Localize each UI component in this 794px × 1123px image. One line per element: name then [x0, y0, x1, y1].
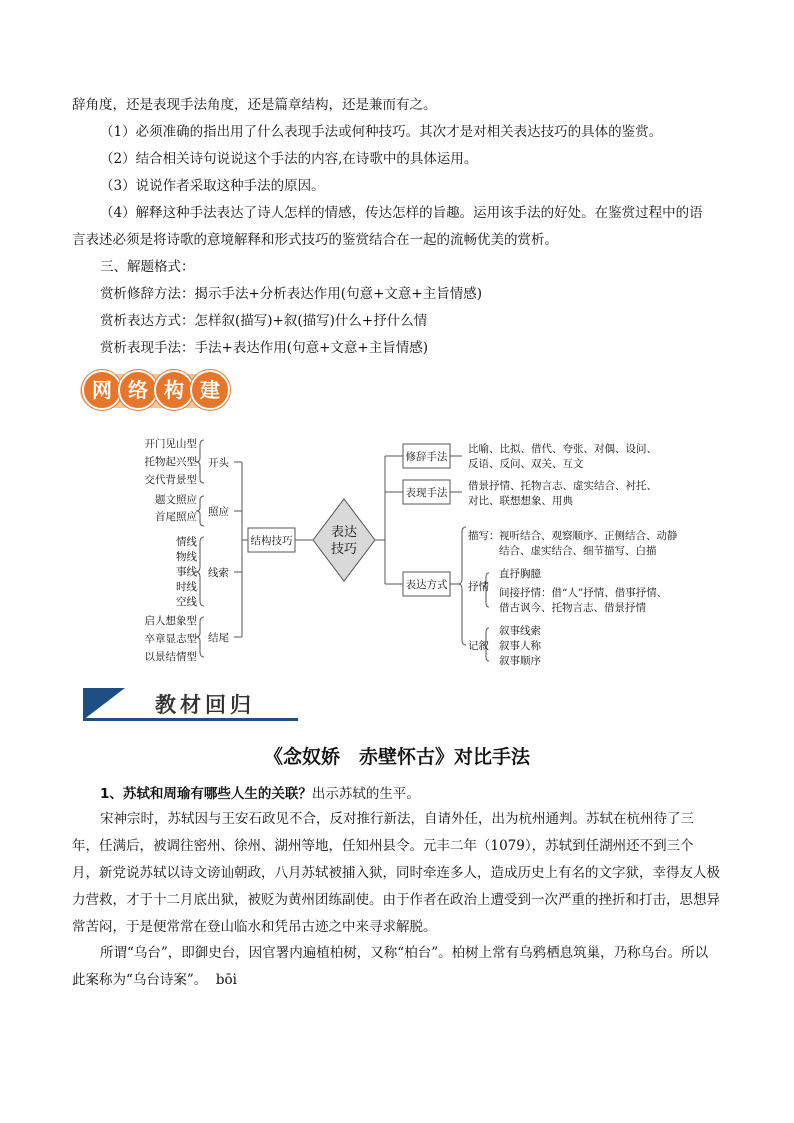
label-shuqing: 抒情: [468, 581, 489, 593]
diagram-item: 事线: [176, 566, 197, 578]
badge-char: 络: [118, 370, 158, 410]
diagram-item: 叙事线索: [499, 625, 541, 637]
text-line: 赏析表达方式：怎样叙(描写)+叙(描写)什么+抒什么情: [100, 313, 428, 329]
question-1-tail: 出示苏轼的生平。: [311, 786, 420, 802]
heading-format: 三、解题格式：: [100, 259, 195, 275]
label-miaoxie: 描写：: [468, 530, 500, 542]
diagram-item: 对比、联想想象、用典: [468, 495, 573, 507]
diagram-item: 借景抒情、托物言志、虚实结合、衬托、: [468, 480, 657, 492]
center-label: 技巧: [330, 542, 358, 557]
diagram-item: 以景结情型: [144, 651, 197, 663]
diagram-item: 交代背景型: [144, 474, 197, 486]
text-line: （4）解释这种手法表达了诗人怎样的情感，传达怎样的旨趣。运用该手法的好处。在鉴赏过程中的语: [100, 205, 703, 221]
diagram-item: 间接抒情：借“人”抒情、借事抒情、: [499, 587, 668, 599]
box-xiuci: 修辞手法: [405, 451, 448, 463]
text-line: 辞角度，还是表现手法角度，还是篇章结构，还是兼而有之。: [72, 97, 437, 113]
label-zhaoying: 照应: [208, 506, 229, 518]
body-paragraph: [72, 940, 720, 994]
diagram-item: 比喻、比拟、借代、夸张、对偶、设问、: [468, 443, 657, 455]
diagram-item: 情线: [176, 536, 197, 548]
diagram-item: 叙事人称: [499, 640, 541, 652]
diagram-item: 视听结合、观察顺序、正侧结合、动静: [499, 530, 678, 542]
box-biaoxian: 表现手法: [405, 487, 448, 499]
badge-char: 网: [82, 370, 122, 410]
diagram-item: 叙事顺序: [499, 655, 541, 667]
label-jiewei: 结尾: [208, 632, 229, 644]
pinyin-note: bōi: [215, 972, 237, 988]
center-diamond: [313, 499, 375, 581]
diagram-item: 题文照应: [155, 494, 197, 506]
diagram-item: 托物起兴型: [144, 456, 197, 468]
body-paragraph: 宋神宗时，苏轼因与王安石政见不合，反对推行新法，自请外任，出为杭州通判。苏轼在杭州待了三年，任满后，被调往密州、徐州、湖州等地，任知州县令。元丰二年（1079），苏轼到任湖州还不到三个月，新党说苏轼以诗文谤讪朝政，八月苏轼被捕入狱，同时牵连多人，造成历史上有名的文字狱，幸得友人极力营救，才于十二月底出狱，被贬为黄州团练副使。由于作者在政治上遭受到一次严重的挫折和打击，思想异常苦闷，于是便常常在登山临水和凭吊古迹之中来寻求解脱。: [72, 811, 720, 935]
question-1-bold: 1、苏轼和周瑜有哪些人生的关联？: [100, 786, 312, 802]
text-line: （1）必须准确的指出用了什么表现手法或何种技巧。其次才是对相关表达技巧的具体的鉴赏。: [100, 124, 663, 140]
question-1: [100, 785, 420, 804]
box-biaoda: 表达方式: [405, 579, 448, 591]
text-line: 赏析表现手法：手法+表达作用(句意+文意+主旨情感): [100, 340, 428, 356]
diagram-item: 时线: [176, 581, 197, 593]
section-banner: [83, 688, 298, 720]
label-jixu: 记叙: [468, 640, 489, 652]
center-label: 表达: [330, 525, 358, 540]
diagram-item: 空线: [176, 596, 197, 608]
diagram-item: 开门见山型: [144, 438, 197, 450]
diagram-item: 首尾照应: [155, 511, 197, 523]
text-line: （2）结合相关诗句说说这个手法的内容,在诗歌中的具体运用。: [100, 151, 478, 167]
article-title: 《念奴娇 赤壁怀古》对比手法: [263, 746, 530, 768]
banner-triangle: [83, 688, 125, 720]
badge-char: 构: [154, 370, 194, 410]
diagram-item: 卒章显志型: [144, 633, 197, 645]
diagram-item: 启人想象型: [144, 615, 197, 627]
diagram-item: 反语、反问、双关、互文: [468, 458, 584, 470]
section-banner-title: 教材回归: [155, 693, 255, 717]
label-xiansuo: 线索: [208, 567, 229, 579]
text-line: （3）说说作者采取这种手法的原因。: [100, 178, 325, 194]
body-paragraph-text: 所谓“乌台”，即御史台，因官署内遍植柏树，又称“柏台”。柏树上常有乌鸦栖息筑巢，乃称乌台。所以此案称为“乌台诗案”。: [72, 945, 709, 988]
text-line: 赏析修辞方法：揭示手法+分析表达作用(句意+文意+主旨情感): [100, 286, 482, 302]
diagram-item: 借古讽今、托物言志、借景抒情: [499, 602, 646, 614]
diagram-item: 直抒胸臆: [499, 568, 541, 580]
text-line: 言表述必须是将诗歌的意境解释和形式技巧的鉴赏结合在一起的流畅优美的赏析。: [72, 232, 558, 248]
label-kaitou: 开头: [208, 457, 229, 469]
banner-underline: [83, 718, 298, 721]
diagram-item: 结合、虚实结合、细节描写、白描: [499, 545, 657, 557]
diagram-item: 物线: [176, 551, 197, 563]
badge-char: 建: [190, 370, 230, 410]
box-structure: 结构技巧: [250, 535, 293, 547]
